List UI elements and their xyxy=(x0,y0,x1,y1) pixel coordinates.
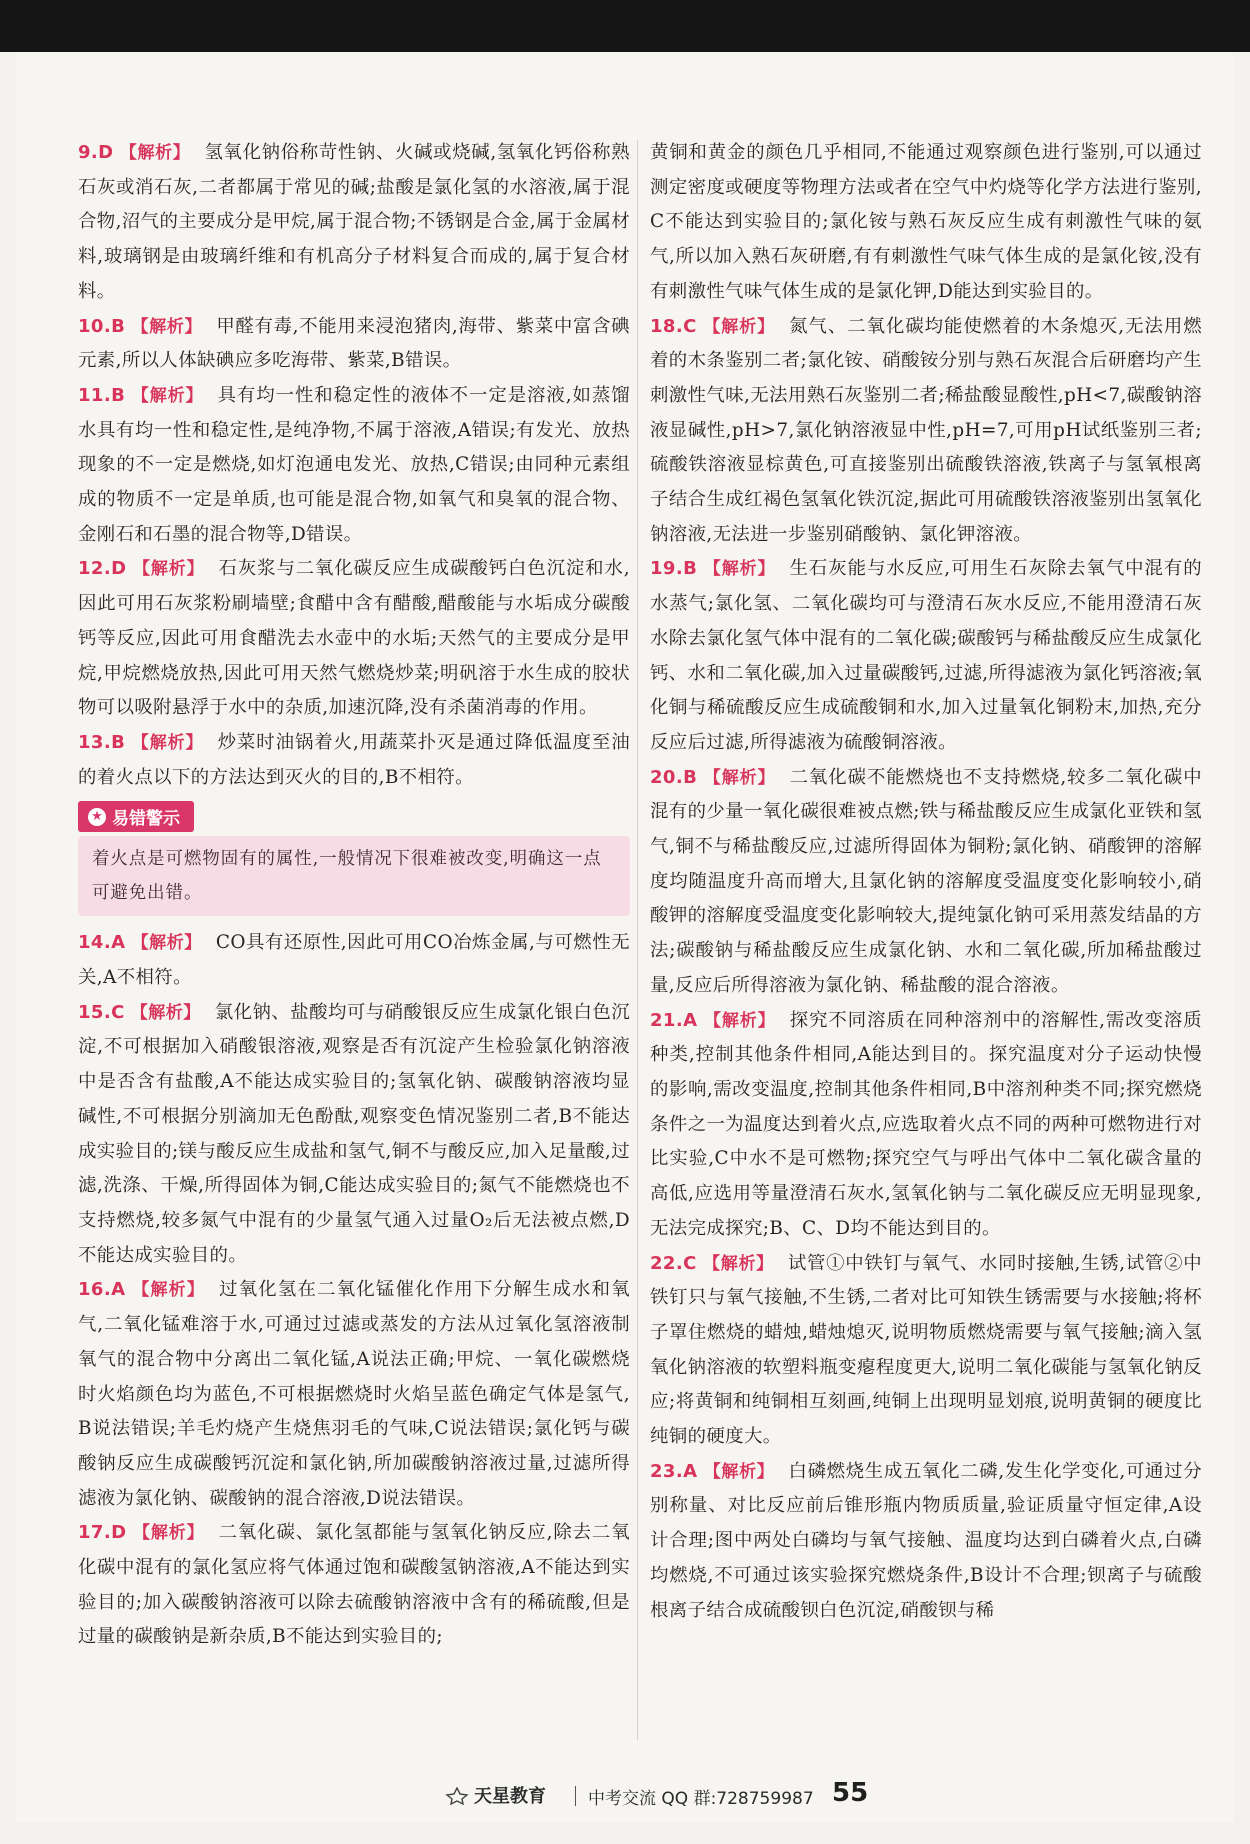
answer-20: 20.B 【解析】 二氧化碳不能燃烧也不支持燃烧,较多二氧化碳中混有的少量一氧化碳很难被点燃;铁与稀盐酸反应生成氯化亚铁和氢气,铜不与稀盐酸反应,过滤所得固体为铜粉;氯化钠、硝酸钾的溶解度均随温度升高而增大,且氯化钠的溶解度受温度变化影响较小,硝酸钾的溶解度受温度变化影响较大,提纯氯化钠可采用蒸发结晶的方法;碳酸钠与稀盐酸反应生成氯化钠、水和二氧化碳,所加稀盐酸过量,反应后所得溶液为氯化钠、稀盐酸的混合溶液。 xyxy=(650,766,1202,996)
answer-23: 23.A 【解析】 白磷燃烧生成五氧化二磷,发生化学变化,可通过分别称量、对比反应前后锥形瓶内物质质量,验证质量守恒定律,A设计合理;图中两处白磷均与氧气接触、温度均达到白磷着火点,白磷均燃烧,不可通过该实验探究燃烧条件,B设计不合理;钡离子与硫酸根离子结合成硫酸钡白色沉淀,硝酸钡与稀 xyxy=(650,1460,1202,1621)
top-black-bar xyxy=(0,0,1250,52)
answer-17: 17.D 【解析】 二氧化碳、氯化氢都能与氢氧化钠反应,除去二氧化碳中混有的氯化氢应将气体通过饱和碳酸氢钠溶液,A不能达到实验目的;加入碳酸钠溶液可以除去硫酸钠溶液中含有的稀硫酸,但是过量的碳酸钠是新杂质,B不能达到实验目的; xyxy=(78,1522,630,1648)
left-column xyxy=(78,136,630,1655)
answer-21: 21.A 【解析】 探究不同溶质在同种溶剂中的溶解性,需改变溶质种类,控制其他条件相同,A能达到目的。探究温度对分子运动快慢的影响,需改变温度,控制其他条件相同,B中溶剂种类不同;探究燃烧条件之一为温度达到着火点,应选取着火点不同的两种可燃物进行对比实验,C中水不是可燃物;探究空气与呼出气体中二氧化碳含量的高低,应选用等量澄清石灰水,氢氧化钠与二氧化碳反应无明显现象,无法完成探究;B、C、D均不能达到目的。 xyxy=(650,1009,1202,1239)
answer-9: 9.D 【解析】 氢氧化钠俗称苛性钠、火碱或烧碱,氢氧化钙俗称熟石灰或消石灰,二者都属于常见的碱;盐酸是氯化氢的水溶液,属于混合物,沼气的主要成分是甲烷,属于混合物;不锈钢是合金,属于金属材料,玻璃钢是由玻璃纤维和有机高分子材料复合而成的,属于复合材料。 xyxy=(78,142,631,302)
mistake-warning-box xyxy=(78,801,630,916)
answer-10: 10.B 【解析】 甲醛有毒,不能用来浸泡猪肉,海带、紫菜中富含碘元素,所以人体缺碘应多吃海带、紫菜,B错误。 xyxy=(78,315,630,372)
answer-18: 18.C 【解析】 氮气、二氧化碳均能使燃着的木条熄灭,无法用燃着的木条鉴别二者;氯化铵、硝酸铵分别与熟石灰混合后研磨均产生刺激性气味,无法用熟石灰鉴别二者;稀盐酸显酸性,pH<7,碳酸钠溶液显碱性,pH>7,氯化钠溶液显中性,pH=7,可用pH试纸鉴别三者;硫酸铁溶液显棕黄色,可直接鉴别出硫酸铁溶液,铁离子与氢氧根离子结合生成红褐色氢氧化铁沉淀,据此可用硫酸铁溶液鉴别出氢氧化钠溶液,无法进一步鉴别硝酸钠、氯化钾溶液。 xyxy=(650,315,1202,545)
footer-separator xyxy=(575,1786,576,1806)
footer-qq-group: 中考交流 QQ 群:728759987 xyxy=(588,1789,814,1809)
publisher-logo: 天星教育 xyxy=(444,1782,546,1808)
star-icon: ★ xyxy=(88,808,106,826)
star-logo-icon xyxy=(444,1787,470,1805)
answer-17-continued: 黄铜和黄金的颜色几乎相同,不能通过观察颜色进行鉴别,可以通过测定密度或硬度等物理方法或者在空气中灼烧等化学方法进行鉴别,C不能达到实验目的;氯化铵与熟石灰反应生成有刺激性气味的氨气,所以加入熟石灰研磨,有有刺激性气味气体生成的是氯化铵,没有有刺激性气味气体生成的是氯化钾,D能达到实验目的。 xyxy=(650,142,1202,302)
answer-12: 12.D 【解析】 石灰浆与二氧化碳反应生成碳酸钙白色沉淀和水,因此可用石灰浆粉刷墙壁;食醋中含有醋酸,醋酸能与水垢成分碳酸钙等反应,因此可用食醋洗去水壶中的水垢;天然气的主要成分是甲烷,甲烷燃烧放热,因此可用天然气燃烧炒菜;明矾溶于水生成的胶状物可以吸附悬浮于水中的杂质,加速沉降,没有杀菌消毒的作用。 xyxy=(78,558,630,719)
column-divider xyxy=(637,140,638,1740)
warning-text: 着火点是可燃物固有的属性,一般情况下很难被改变,明确这一点可避免出错。 xyxy=(78,836,630,916)
answer-11: 11.B 【解析】 具有均一性和稳定性的液体不一定是溶液,如蒸馏水具有均一性和稳定性,是纯净物,不属于溶液,A错误;有发光、放热现象的不一定是燃烧,如灯泡通电发光、放热,C错误;由同种元素组成的物质不一定是单质,也可能是混合物,如氧气和臭氧的混合物、金刚石和石墨的混合物等,D错误。 xyxy=(78,384,630,545)
right-column xyxy=(650,136,1202,1628)
warning-title: 易错警示 xyxy=(112,809,180,830)
page-footer xyxy=(0,1776,1250,1816)
answer-16: 16.A 【解析】 过氧化氢在二氧化锰催化作用下分解生成水和氧气,二氧化锰难溶于水,可通过过滤或蒸发的方法从过氧化氢溶液制氧气的混合物中分离出二氧化锰,A说法正确;甲烷、一氧化碳燃烧时火焰颜色均为蓝色,不可根据燃烧时火焰呈蓝色确定气体是氢气,B说法错误;羊毛灼烧产生烧焦羽毛的气味,C说法错误;氯化钙与碳酸钠反应生成碳酸钙沉淀和氯化钠,所加碳酸钠溶液过量,过滤所得滤液为氯化钠、碳酸钠的混合溶液,D说法错误。 xyxy=(78,1279,630,1509)
answer-13: 13.B 【解析】 炒菜时油锅着火,用蔬菜扑灭是通过降低温度至油的着火点以下的方法达到灭火的目的,B不相符。 xyxy=(78,731,630,788)
warning-header xyxy=(78,801,194,832)
page-number: 55 xyxy=(832,1778,869,1808)
answer-19: 19.B 【解析】 生石灰能与水反应,可用生石灰除去氧气中混有的水蒸气;氯化氢、二氧化碳均可与澄清石灰水反应,不能用澄清石灰水除去氯化氢气体中混有的二氧化碳;碳酸钙与稀盐酸反应生成氯化钙、水和二氧化碳,加入过量碳酸钙,过滤,所得滤液为氯化钙溶液;氧化铜与稀硫酸反应生成硫酸铜和水,加入过量氧化铜粉末,加热,充分反应后过滤,所得滤液为硫酸铜溶液。 xyxy=(650,558,1202,753)
answer-15: 15.C 【解析】 氯化钠、盐酸均可与硝酸银反应生成氯化银白色沉淀,不可根据加入硝酸银溶液,观察是否有沉淀产生检验氯化钠溶液中是否含有盐酸,A不能达成实验目的;氢氧化钠、碳酸钠溶液均显碱性,不可根据分别滴加无色酚酞,观察变色情况鉴别二者,B不能达成实验目的;镁与酸反应生成盐和氢气,铜不与酸反应,加入足量酸,过滤,洗涤、干燥,所得固体为铜,C能达成实验目的;氮气不能燃烧也不支持燃烧,较多氮气中混有的少量氢气通入过量O₂后无法被点燃,D不能达成实验目的。 xyxy=(78,1001,630,1266)
answer-22: 22.C 【解析】 试管①中铁钉与氧气、水同时接触,生锈,试管②中铁钉只与氧气接触,不生锈,二者对比可知铁生锈需要与水接触;将杯子罩住燃烧的蜡烛,蜡烛熄灭,说明物质燃烧需要与氧气接触;滴入氢氧化钠溶液的软塑料瓶变瘪程度更大,说明二氧化碳能与氢氧化钠反应;将黄铜和纯铜相互刻画,纯铜上出现明显划痕,说明黄铜的硬度比纯铜的硬度大。 xyxy=(650,1252,1202,1448)
answer-14: 14.A 【解析】 CO具有还原性,因此可用CO冶炼金属,与可燃性无关,A不相符。 xyxy=(78,932,630,989)
